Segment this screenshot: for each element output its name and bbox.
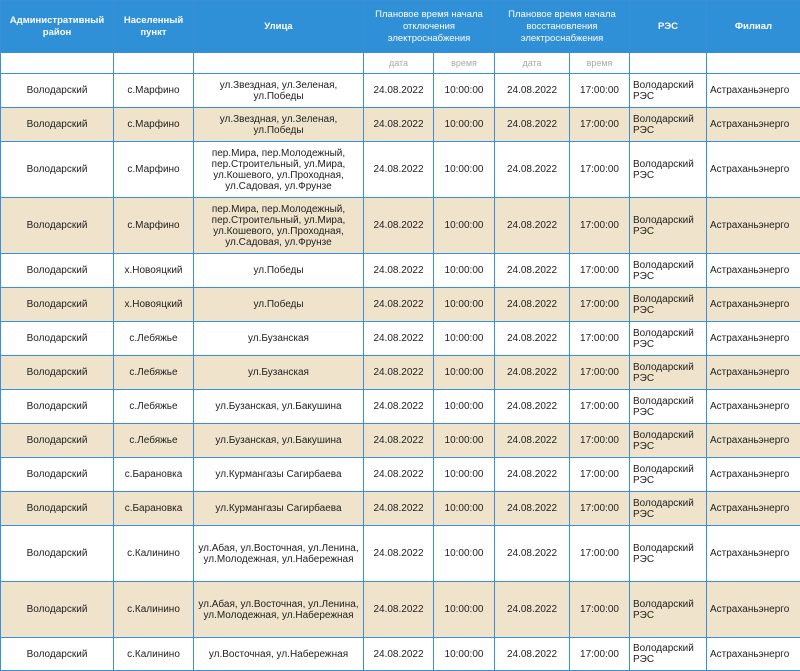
cell-off-time: 10:00:00 [434,526,495,582]
cell-branch: Астраханьэнерго [707,322,800,356]
header-res: РЭС [630,1,707,53]
cell-district: Володарский [1,356,114,390]
cell-off-date: 24.08.2022 [364,638,434,671]
cell-branch: Астраханьэнерго [707,458,800,492]
cell-res: Володарский РЭС [630,322,707,356]
cell-district: Володарский [1,526,114,582]
cell-district: Володарский [1,198,114,254]
cell-off-time: 10:00:00 [434,288,495,322]
header-district: Административный район [1,1,114,53]
cell-off-date: 24.08.2022 [364,356,434,390]
cell-settlement: с.Лебяжье [114,424,194,458]
subheader-empty [194,53,364,74]
subheader-empty [1,53,114,74]
cell-off-date: 24.08.2022 [364,390,434,424]
cell-off-date: 24.08.2022 [364,582,434,638]
cell-district: Володарский [1,74,114,108]
cell-off-date: 24.08.2022 [364,526,434,582]
cell-settlement: с.Калинино [114,526,194,582]
cell-branch: Астраханьэнерго [707,424,800,458]
subheader-empty [707,53,800,74]
cell-settlement: с.Калинино [114,638,194,671]
cell-res: Володарский РЭС [630,142,707,198]
cell-off-date: 24.08.2022 [364,322,434,356]
cell-street: ул.Победы [194,254,364,288]
cell-restore-date: 24.08.2022 [495,74,570,108]
subheader-restore-time: время [570,53,630,74]
cell-off-date: 24.08.2022 [364,74,434,108]
cell-settlement: с.Барановка [114,458,194,492]
cell-off-date: 24.08.2022 [364,198,434,254]
cell-settlement: с.Марфино [114,108,194,142]
cell-restore-time: 17:00:00 [570,198,630,254]
cell-res: Володарский РЭС [630,198,707,254]
cell-res: Володарский РЭС [630,582,707,638]
cell-off-time: 10:00:00 [434,458,495,492]
cell-settlement: с.Марфино [114,142,194,198]
header-restore-time: Плановое время начала восстановления электроснабжения [495,1,630,53]
subheader-off-date: дата [364,53,434,74]
cell-off-time: 10:00:00 [434,424,495,458]
cell-restore-date: 24.08.2022 [495,356,570,390]
header-branch: Филиал [707,1,800,53]
cell-settlement: с.Марфино [114,74,194,108]
cell-restore-time: 17:00:00 [570,526,630,582]
cell-settlement: с.Марфино [114,198,194,254]
cell-branch: Астраханьэнерго [707,390,800,424]
cell-street: пер.Мира, пер.Молодежный, пер.Строительный, ул.Мира, ул.Кошевого, ул.Проходная, ул.Садовая, ул.Фрунзе [194,198,364,254]
cell-district: Володарский [1,424,114,458]
cell-off-date: 24.08.2022 [364,254,434,288]
cell-off-time: 10:00:00 [434,582,495,638]
cell-street: ул.Абая, ул.Восточная, ул.Ленина, ул.Молодежная, ул.Набережная [194,582,364,638]
cell-off-date: 24.08.2022 [364,492,434,526]
table-row [1,74,800,108]
cell-branch: Астраханьэнерго [707,142,800,198]
table-row [1,424,800,458]
cell-street: ул.Бузанская, ул.Бакушина [194,424,364,458]
cell-restore-date: 24.08.2022 [495,638,570,671]
header-settlement: Населенный пункт [114,1,194,53]
cell-restore-date: 24.08.2022 [495,492,570,526]
cell-off-time: 10:00:00 [434,638,495,671]
subheader-empty [114,53,194,74]
cell-branch: Астраханьэнерго [707,288,800,322]
table-row [1,582,800,638]
cell-branch: Астраханьэнерго [707,356,800,390]
table-row [1,458,800,492]
cell-street: ул.Абая, ул.Восточная, ул.Ленина, ул.Молодежная, ул.Набережная [194,526,364,582]
cell-district: Володарский [1,322,114,356]
cell-street: ул.Звездная, ул.Зеленая, ул.Победы [194,108,364,142]
cell-off-date: 24.08.2022 [364,424,434,458]
subheader-restore-date: дата [495,53,570,74]
cell-restore-time: 17:00:00 [570,492,630,526]
cell-street: ул.Звездная, ул.Зеленая, ул.Победы [194,74,364,108]
cell-restore-time: 17:00:00 [570,74,630,108]
cell-branch: Астраханьэнерго [707,74,800,108]
cell-street: ул.Бузанская [194,356,364,390]
subheader-row [1,53,800,74]
cell-settlement: с.Лебяжье [114,322,194,356]
cell-off-time: 10:00:00 [434,492,495,526]
cell-restore-time: 17:00:00 [570,356,630,390]
cell-restore-date: 24.08.2022 [495,390,570,424]
cell-res: Володарский РЭС [630,424,707,458]
cell-settlement: с.Лебяжье [114,356,194,390]
cell-res: Володарский РЭС [630,458,707,492]
cell-restore-date: 24.08.2022 [495,254,570,288]
cell-res: Володарский РЭС [630,288,707,322]
table-row [1,526,800,582]
cell-district: Володарский [1,638,114,671]
cell-restore-date: 24.08.2022 [495,526,570,582]
cell-settlement: х.Новояцкий [114,288,194,322]
table-row [1,108,800,142]
cell-settlement: с.Калинино [114,582,194,638]
cell-off-date: 24.08.2022 [364,142,434,198]
cell-branch: Астраханьэнерго [707,582,800,638]
cell-res: Володарский РЭС [630,356,707,390]
cell-restore-time: 17:00:00 [570,390,630,424]
cell-street: ул.Победы [194,288,364,322]
table-row [1,198,800,254]
cell-restore-time: 17:00:00 [570,582,630,638]
table-row [1,390,800,424]
cell-res: Володарский РЭС [630,638,707,671]
table-row [1,288,800,322]
cell-settlement: х.Новояцкий [114,254,194,288]
cell-res: Володарский РЭС [630,108,707,142]
cell-off-date: 24.08.2022 [364,458,434,492]
cell-street: ул.Курмангазы Сагирбаева [194,458,364,492]
table-row [1,638,800,671]
cell-street: ул.Бузанская [194,322,364,356]
cell-restore-date: 24.08.2022 [495,582,570,638]
cell-res: Володарский РЭС [630,492,707,526]
cell-restore-date: 24.08.2022 [495,288,570,322]
cell-restore-date: 24.08.2022 [495,198,570,254]
cell-off-time: 10:00:00 [434,356,495,390]
cell-district: Володарский [1,254,114,288]
cell-restore-time: 17:00:00 [570,288,630,322]
cell-branch: Астраханьэнерго [707,492,800,526]
cell-settlement: с.Барановка [114,492,194,526]
cell-restore-time: 17:00:00 [570,322,630,356]
cell-res: Володарский РЭС [630,390,707,424]
cell-off-time: 10:00:00 [434,254,495,288]
cell-res: Володарский РЭС [630,74,707,108]
table-row [1,492,800,526]
cell-district: Володарский [1,492,114,526]
cell-off-date: 24.08.2022 [364,108,434,142]
cell-off-time: 10:00:00 [434,142,495,198]
subheader-off-time: время [434,53,495,74]
cell-off-time: 10:00:00 [434,390,495,424]
cell-street: пер.Мира, пер.Молодежный, пер.Строительный, ул.Мира, ул.Кошевого, ул.Проходная, ул.Садовая, ул.Фрунзе [194,142,364,198]
cell-restore-date: 24.08.2022 [495,424,570,458]
header-off-time: Плановое время начала отключения электроснабжения [364,1,495,53]
cell-district: Володарский [1,458,114,492]
table-row [1,356,800,390]
cell-restore-time: 17:00:00 [570,424,630,458]
cell-restore-time: 17:00:00 [570,638,630,671]
subheader-empty [630,53,707,74]
cell-off-date: 24.08.2022 [364,288,434,322]
cell-branch: Астраханьэнерго [707,108,800,142]
cell-branch: Астраханьэнерго [707,254,800,288]
cell-branch: Астраханьэнерго [707,198,800,254]
cell-restore-time: 17:00:00 [570,108,630,142]
table-body [1,74,800,671]
cell-restore-date: 24.08.2022 [495,458,570,492]
cell-restore-time: 17:00:00 [570,254,630,288]
cell-restore-date: 24.08.2022 [495,108,570,142]
cell-off-time: 10:00:00 [434,322,495,356]
cell-restore-time: 17:00:00 [570,458,630,492]
header-street: Улица [194,1,364,53]
cell-off-time: 10:00:00 [434,108,495,142]
header-row [1,1,800,53]
cell-district: Володарский [1,288,114,322]
table-row [1,142,800,198]
table-row [1,254,800,288]
cell-restore-time: 17:00:00 [570,142,630,198]
cell-restore-date: 24.08.2022 [495,142,570,198]
table-row [1,322,800,356]
cell-district: Володарский [1,108,114,142]
cell-district: Володарский [1,390,114,424]
cell-res: Володарский РЭС [630,254,707,288]
cell-restore-date: 24.08.2022 [495,322,570,356]
cell-district: Володарский [1,582,114,638]
cell-res: Володарский РЭС [630,526,707,582]
cell-off-time: 10:00:00 [434,198,495,254]
cell-off-time: 10:00:00 [434,74,495,108]
cell-settlement: с.Лебяжье [114,390,194,424]
cell-street: ул.Курмангазы Сагирбаева [194,492,364,526]
cell-street: ул.Восточная, ул.Набережная [194,638,364,671]
cell-branch: Астраханьэнерго [707,638,800,671]
cell-street: ул.Бузанская, ул.Бакушина [194,390,364,424]
cell-district: Володарский [1,142,114,198]
cell-branch: Астраханьэнерго [707,526,800,582]
